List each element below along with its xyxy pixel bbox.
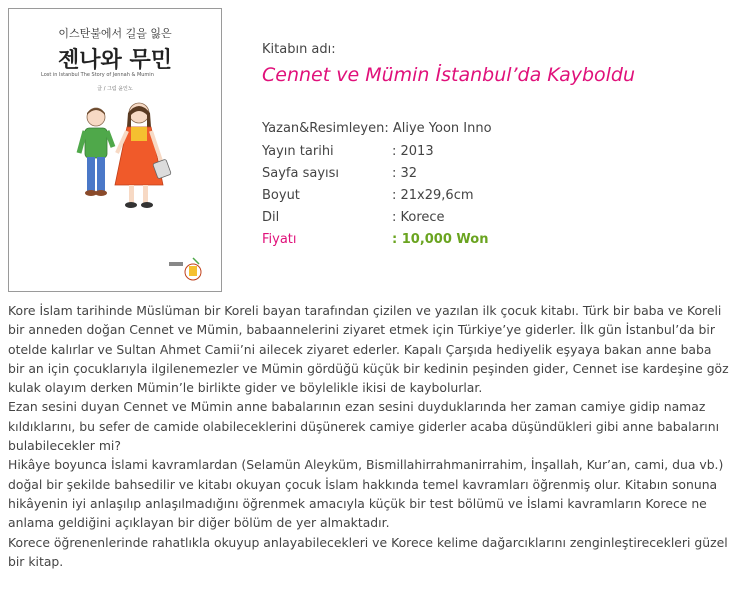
- girl-figure: [115, 103, 171, 208]
- description-paragraph: Hikâye boyunca İslami kavramlardan (Selamün Aleyküm, Bismillahirrahmanirrahim, İnşallah, Kur’an, cami, dua vb.) doğal bir şekilde bahsedilir ve kitabı okuyan çocuk İslam hakkında temel kavramları öğrenmiş olur. Kitabın sonuna hikâyenin iyi anlaşılıp anlaşılmadığını öğrenmek amacıyla küçük bir test bölümü ve İslami kavramların Korece ne anlama geldiğini açıklayan bir diğer bölüm de yer almaktadır.: [8, 457, 724, 531]
- author-label: Yazan&Resimleyen:: [262, 121, 389, 136]
- language-label: Dil: [262, 210, 280, 225]
- cover-illustration: [71, 101, 181, 221]
- cover-title: 젠나와 무민: [58, 47, 172, 73]
- size-row: [262, 188, 474, 203]
- publisher-logo-icon: [169, 254, 209, 282]
- author-value: Aliye Yoon Inno: [392, 121, 492, 136]
- page-count-row: [262, 166, 417, 181]
- description-paragraph: Ezan sesini duyan Cennet ve Mümin anne babalarının ezan sesini duyduklarında her zaman camiye gidip namaz kıldıklarını, bu sefer de camide olabileceklerini düşünerek camiye giderler acaba düşündükleri gibi anne babalarını bulabilecekler mi?: [8, 399, 720, 454]
- publish-year-row: [262, 144, 434, 159]
- book-cover-image: [8, 8, 222, 292]
- book-description: [8, 301, 730, 571]
- language-row: [262, 210, 445, 225]
- page-count-value: : 32: [392, 166, 418, 181]
- size-value: : 21x29,6cm: [392, 188, 474, 203]
- price-row: [262, 232, 488, 247]
- page-count-label: Sayfa sayısı: [262, 166, 340, 181]
- cover-author: 글 / 그림 윤인노: [97, 86, 133, 92]
- book-title-label: Kitabın adı:: [262, 42, 336, 57]
- book-title: Cennet ve Mümin İstanbul’da Kayboldu: [262, 64, 636, 86]
- size-label: Boyut: [262, 188, 300, 203]
- description-paragraph: Korece öğrenenlerinde rahatlıkla okuyup anlayabilecekleri ve Korece kelime dağarcıklarını zenginleştirecekleri güzel bir kitap.: [8, 534, 728, 569]
- price-value: : 10,000 Won: [392, 232, 489, 247]
- description-paragraph: Kore İslam tarihinde Müslüman bir Koreli bayan tarafından çizilen ve yazılan ilk çocuk kitabı. Türk bir baba ve Koreli bir anneden doğan Cennet ve Mümin, babaannelerini ziyaret etmek için Türkiye’ye giderler. İlk gün İstanbul’da bir otelde kalırlar ve Sultan Ahmet Camii’ni ailecek ziyaret ederler. Kapalı Çarşıda hediyelik eşyaya bakan anne baba bir an için çocuklarıyla ilgilenemezler ve Mümin gördüğü küçük bir kedinin peşinden gider, Cennet ise kardeşine göz kulak olayım derken Mümin’le birlikte gider ve böylelikle ikisi de kaybolurlar.: [8, 303, 729, 396]
- price-label: Fiyatı: [262, 232, 297, 247]
- publish-year-label: Yayın tarihi: [262, 144, 334, 159]
- cover-english-title: Lost in Istanbul The Story of Jennah & Mumin: [41, 72, 154, 78]
- language-value: : Korece: [392, 210, 445, 225]
- publish-year-value: : 2013: [392, 144, 434, 159]
- author-row: [262, 121, 492, 136]
- boy-figure: [79, 108, 113, 196]
- cover-subtitle: 이스탄불에서 길을 잃은: [58, 27, 172, 40]
